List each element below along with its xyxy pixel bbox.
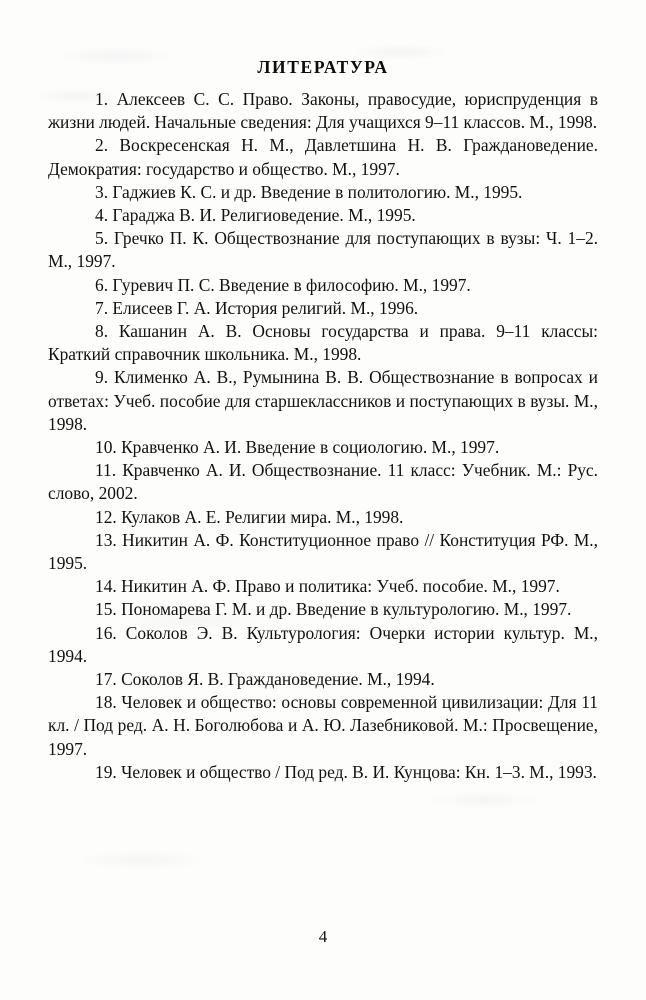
bibliography-list (48, 88, 598, 784)
page-number: 4 (318, 927, 328, 946)
bibliography-entry: 5. Гречко П. К. Обществознание для поступающих в вузы: Ч. 1–2. М., 1997. (48, 228, 598, 272)
bibliography-entry: 4. Гараджа В. И. Религиоведение. М., 1995. (95, 205, 416, 226)
bibliography-entry: 15. Пономарева Г. М. и др. Введение в культурологию. М., 1997. (95, 599, 572, 620)
bibliography-entry: 17. Соколов Я. В. Граждановедение. М., 1994. (95, 669, 435, 690)
bibliography-entry: 7. Елисеев Г. А. История религий. М., 1996. (95, 297, 419, 318)
bibliography-entry: 10. Кравченко А. И. Введение в социологию. М., 1997. (95, 437, 500, 458)
bibliography-entry: 12. Кулаков А. Е. Религии мира. М., 1998. (95, 506, 404, 527)
bibliography-entry: 1. Алексеев С. С. Право. Законы, правосудие, юриспруденция в жизни людей. Начальные сведения: Для учащихся 9–11 классов. М., 1998. (48, 89, 598, 133)
bibliography-entry: 16. Соколов Э. В. Культурология: Очерки истории культур. М., 1994. (48, 622, 598, 666)
bibliography-entry: 8. Кашанин А. В. Основы государства и права. 9–11 классы: Краткий справочник школьника. М., 1998. (48, 321, 598, 365)
page-title: ЛИТЕРАТУРА (257, 56, 389, 77)
bibliography-entry: 9. Клименко А. В., Румынина В. В. Обществознание в вопросах и ответах: Учеб. пособие для старшеклассников и поступающих в вузы. М., 1998. (48, 367, 598, 434)
bibliography-entry: 19. Человек и общество / Под ред. В. И. Кунцова: Кн. 1–3. М., 1993. (95, 761, 597, 782)
bibliography-entry: 2. Воскресенская Н. М., Давлетшина Н. В. Граждановедение. Демократия: государство и общество. М., 1997. (48, 135, 598, 179)
bibliography-entry: 11. Кравченко А. И. Обществознание. 11 класс: Учебник. М.: Рус. слово, 2002. (48, 460, 598, 504)
bibliography-entry: 18. Человек и общество: основы современной цивилизации: Для 11 кл. / Под ред. А. Н. Боголюбова и А. Ю. Лазебниковой. М.: Просвещение, 1997. (48, 692, 598, 759)
bibliography-entry: 3. Гаджиев К. С. и др. Введение в политологию. М., 1995. (95, 181, 523, 202)
bibliography-entry: 14. Никитин А. Ф. Право и политика: Учеб. пособие. М., 1997. (95, 576, 560, 597)
bibliography-entry: 13. Никитин А. Ф. Конституционное право // Конституция РФ. М., 1995. (48, 529, 598, 574)
bibliography-entry: 6. Гуревич П. С. Введение в философию. М., 1997. (95, 274, 471, 295)
